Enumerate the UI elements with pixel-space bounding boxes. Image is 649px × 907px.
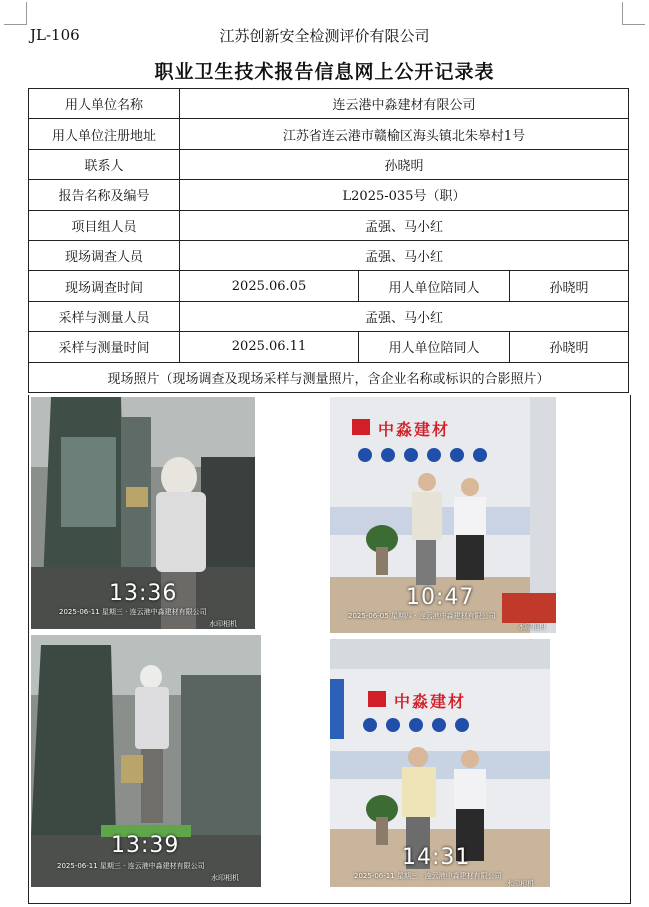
photo-1 [31, 397, 255, 629]
photo-1-time: 13:36 [109, 581, 178, 606]
photo-4-stamp: 2025-06-11 星期三 · 连云港中淼建材有限公司 [354, 872, 502, 880]
photo-3 [31, 635, 261, 887]
sampling-companion-value: 孙晓明 [510, 332, 629, 362]
survey-time-label: 现场调查时间 [29, 271, 180, 301]
sampling-staff-label: 采样与测量人员 [29, 301, 180, 331]
sampling-time-label: 采样与测量时间 [29, 332, 180, 362]
contact-value: 孙晓明 [180, 149, 629, 179]
photo-1-watermark: 水印相机 [209, 620, 237, 628]
photo-2-stamp: 2025-06-05 星期四 · 连云港中淼建材有限公司 [348, 612, 496, 620]
survey-staff-value: 孟强、马小红 [180, 240, 629, 270]
table-row [29, 180, 629, 210]
photo-2-watermark: 水印相机 [518, 623, 546, 631]
company-name: 江苏创新安全检测评价有限公司 [219, 27, 430, 45]
photo-3-watermark: 水印相机 [211, 874, 239, 882]
photo-2 [330, 397, 556, 633]
photos-caption: 现场照片（现场调查及现场采样与测量照片，含企业名称或标识的合影照片） [29, 362, 629, 392]
table-row [29, 240, 629, 270]
employer-address-label: 用人单位注册地址 [29, 119, 180, 149]
sampling-companion-label: 用人单位陪同人 [359, 332, 510, 362]
table-row [29, 149, 629, 179]
photo-2-brand: 中淼建材 [378, 420, 451, 439]
employer-name-label: 用人单位名称 [29, 89, 180, 119]
doc-code: JL-106 [30, 26, 80, 44]
table-row [29, 89, 629, 119]
table-row [29, 301, 629, 331]
brand-logo-icon [368, 691, 386, 707]
photo-4-watermark: 水印相机 [506, 880, 534, 887]
sampling-staff-value: 孟强、马小红 [180, 301, 629, 331]
table-row [29, 210, 629, 240]
photo-2-time: 10:47 [406, 585, 475, 610]
photo-4 [330, 639, 550, 887]
survey-time-value: 2025.06.05 [180, 271, 359, 301]
team-value: 孟强、马小红 [180, 210, 629, 240]
employer-address-value: 江苏省连云港市赣榆区海头镇北朱皋村1号 [180, 119, 629, 149]
photo-1-stamp: 2025-06-11 星期三 · 连云港中淼建材有限公司 [59, 608, 207, 616]
crop-mark-top-left [4, 2, 27, 25]
survey-companion-value: 孙晓明 [510, 271, 629, 301]
photo-3-time: 13:39 [111, 833, 180, 858]
report-label: 报告名称及编号 [29, 180, 180, 210]
table-row [29, 362, 629, 392]
survey-companion-label: 用人单位陪同人 [359, 271, 510, 301]
crop-mark-top-right [622, 2, 645, 25]
survey-staff-label: 现场调查人员 [29, 240, 180, 270]
photo-3-stamp: 2025-06-11 星期三 · 连云港中淼建材有限公司 [57, 862, 205, 870]
table-row [29, 332, 629, 362]
info-table [28, 88, 629, 393]
brand-logo-icon [352, 419, 370, 435]
photos-area [28, 395, 631, 904]
team-label: 项目组人员 [29, 210, 180, 240]
report-value: L2025-035号（职） [180, 180, 629, 210]
photo-4-brand: 中淼建材 [394, 692, 467, 711]
photo-4-time: 14:31 [402, 845, 471, 870]
table-row [29, 271, 629, 301]
table-row [29, 119, 629, 149]
contact-label: 联系人 [29, 149, 180, 179]
sampling-time-value: 2025.06.11 [180, 332, 359, 362]
page-title: 职业卫生技术报告信息网上公开记录表 [154, 61, 495, 83]
employer-name-value: 连云港中淼建材有限公司 [180, 89, 629, 119]
